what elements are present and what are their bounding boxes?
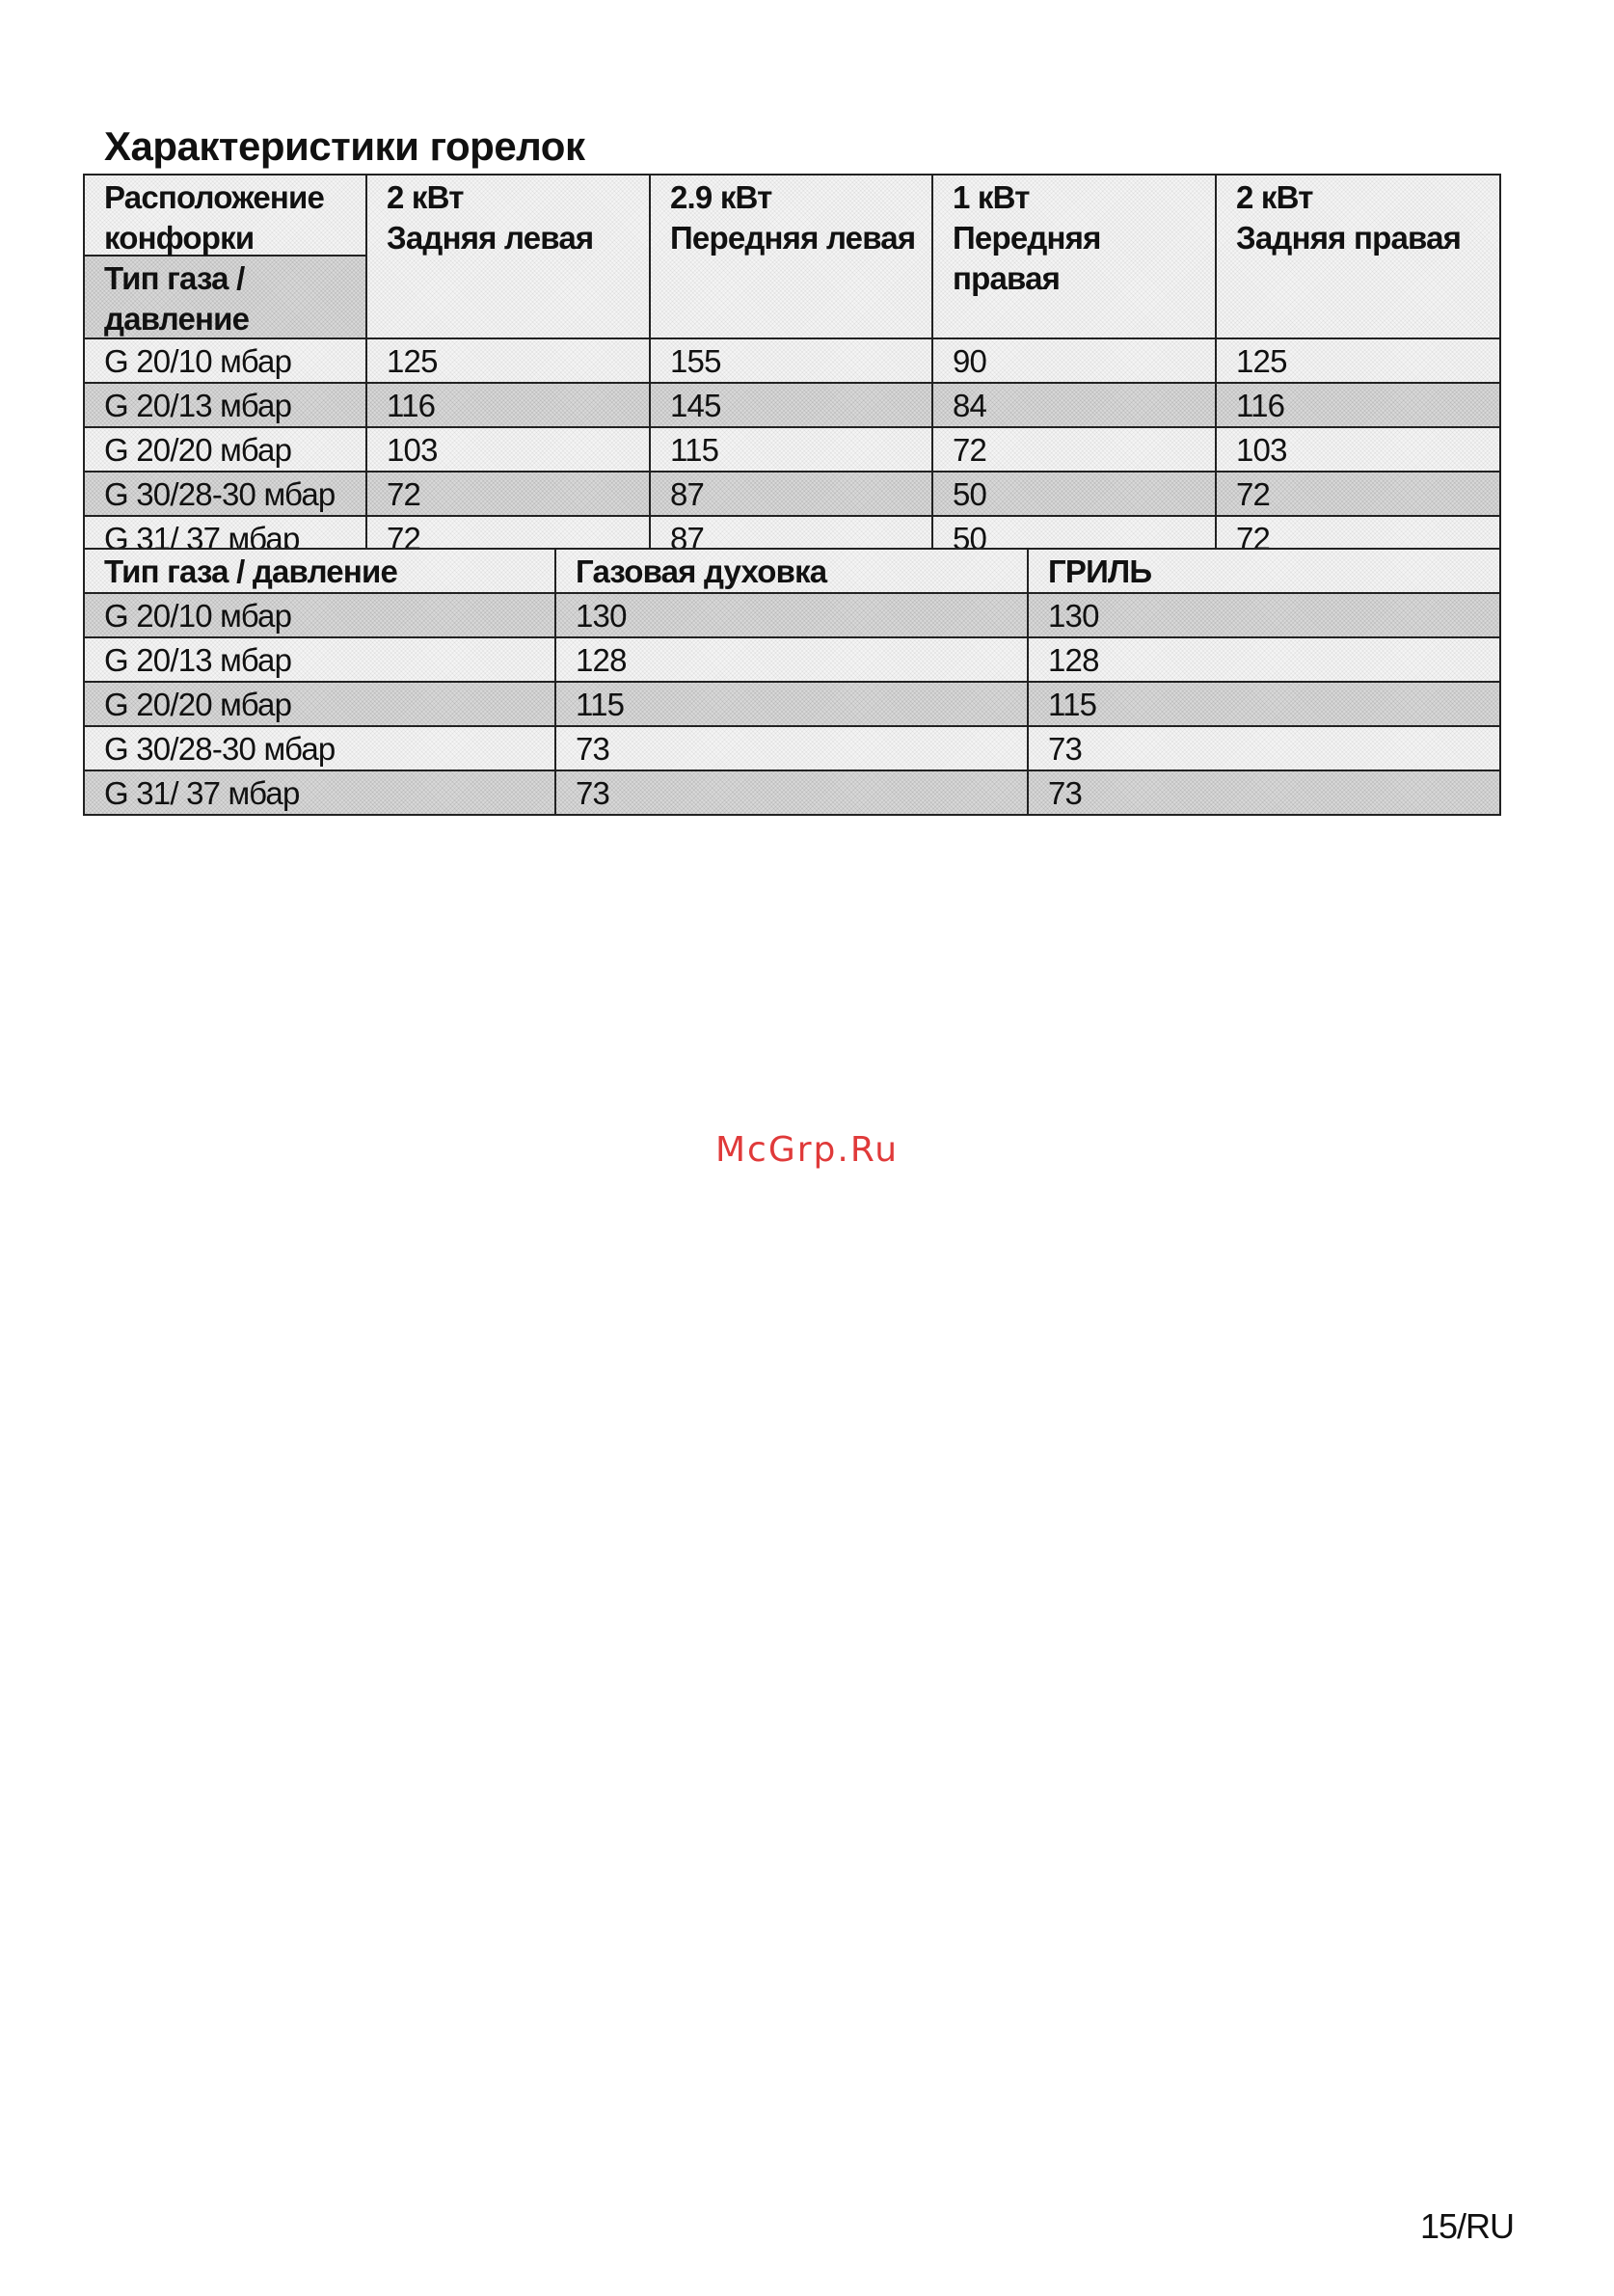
burner-header-rear-right: 2 кВт Задняя правая xyxy=(1216,175,1500,338)
grill-value-cell: 128 xyxy=(1028,637,1500,682)
burner-position-label: Расположение конфорки xyxy=(85,176,365,257)
value-cell: 72 xyxy=(1216,516,1500,560)
gas-type-cell: G 20/13 мбар xyxy=(84,637,555,682)
table-row xyxy=(84,770,1500,815)
gas-type-cell: G 30/28-30 мбар xyxy=(84,472,366,516)
gas-type-cell: G 20/10 мбар xyxy=(84,338,366,383)
value-cell: 72 xyxy=(932,427,1216,472)
table-row xyxy=(84,427,1500,472)
value-cell: 87 xyxy=(650,472,932,516)
value-cell: 115 xyxy=(650,427,932,472)
gas-type-cell: G 31/ 37 мбар xyxy=(84,516,366,560)
burner-characteristics-table xyxy=(83,174,1501,561)
value-cell: 84 xyxy=(932,383,1216,427)
value-cell: 116 xyxy=(1216,383,1500,427)
oven-value-cell: 128 xyxy=(555,637,1028,682)
grill-value-cell: 73 xyxy=(1028,726,1500,770)
value-cell: 50 xyxy=(932,516,1216,560)
oven-value-cell: 115 xyxy=(555,682,1028,726)
gas-type-label: Тип газа / давление xyxy=(85,257,365,338)
gas-type-cell: G 20/20 мбар xyxy=(84,427,366,472)
oven-grill-table xyxy=(83,548,1501,816)
gas-type-cell: G 30/28-30 мбар xyxy=(84,726,555,770)
burner-header-front-left: 2.9 кВт Передняя левая xyxy=(650,175,932,338)
oven-value-cell: 130 xyxy=(555,593,1028,637)
value-cell: 90 xyxy=(932,338,1216,383)
gas-type-cell: G 20/10 мбар xyxy=(84,593,555,637)
value-cell: 72 xyxy=(366,516,650,560)
value-cell: 125 xyxy=(1216,338,1500,383)
value-cell: 103 xyxy=(366,427,650,472)
table-row xyxy=(84,593,1500,637)
table-row xyxy=(84,338,1500,383)
value-cell: 87 xyxy=(650,516,932,560)
table-row xyxy=(84,726,1500,770)
table-row xyxy=(84,383,1500,427)
value-cell: 72 xyxy=(1216,472,1500,516)
watermark: McGrp.Ru xyxy=(714,1130,900,1170)
value-cell: 125 xyxy=(366,338,650,383)
page-number: 15/RU xyxy=(1419,2206,1514,2246)
corner-header-cell xyxy=(84,175,366,338)
gas-type-header: Тип газа / давление xyxy=(84,549,555,593)
value-cell: 116 xyxy=(366,383,650,427)
grill-value-cell: 73 xyxy=(1028,770,1500,815)
value-cell: 72 xyxy=(366,472,650,516)
value-cell: 50 xyxy=(932,472,1216,516)
gas-type-cell: G 20/20 мбар xyxy=(84,682,555,726)
page-title: Характеристики горелок xyxy=(104,123,585,169)
burner-header-rear-left: 2 кВт Задняя левая xyxy=(366,175,650,338)
grill-header: ГРИЛЬ xyxy=(1028,549,1500,593)
gas-type-cell: G 31/ 37 мбар xyxy=(84,770,555,815)
gas-oven-header: Газовая духовка xyxy=(555,549,1028,593)
burner-header-front-right: 1 кВт Передняя правая xyxy=(932,175,1216,338)
grill-value-cell: 115 xyxy=(1028,682,1500,726)
oven-value-cell: 73 xyxy=(555,726,1028,770)
grill-value-cell: 130 xyxy=(1028,593,1500,637)
value-cell: 145 xyxy=(650,383,932,427)
oven-header-row xyxy=(84,549,1500,593)
table-row xyxy=(84,637,1500,682)
burner-header-row xyxy=(84,175,1500,338)
oven-value-cell: 73 xyxy=(555,770,1028,815)
value-cell: 103 xyxy=(1216,427,1500,472)
table-row xyxy=(84,472,1500,516)
table-row xyxy=(84,682,1500,726)
value-cell: 155 xyxy=(650,338,932,383)
gas-type-cell: G 20/13 мбар xyxy=(84,383,366,427)
